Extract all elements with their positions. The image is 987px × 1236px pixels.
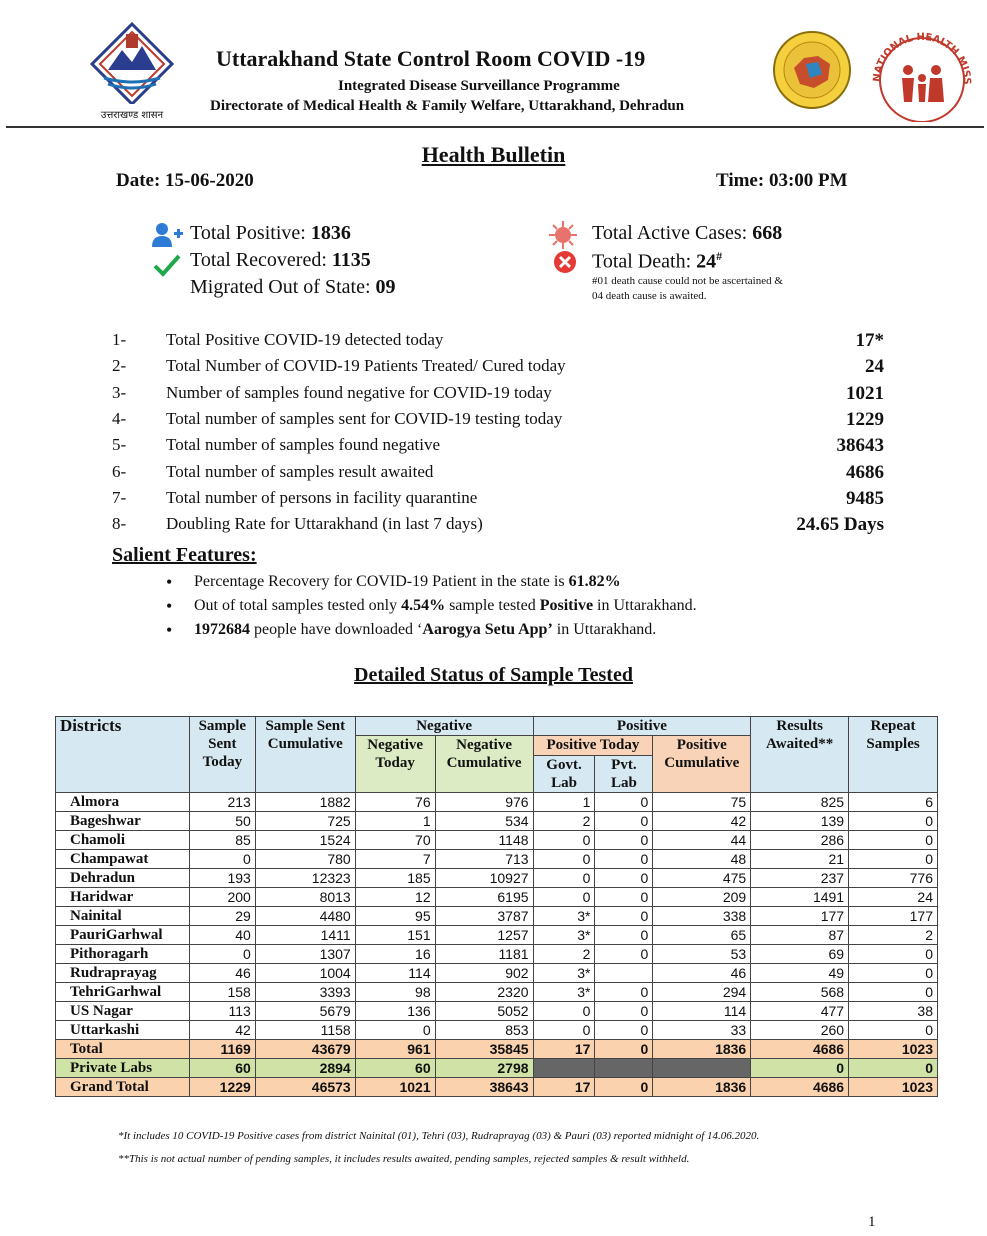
table-row [56, 793, 938, 812]
table-cell: 1169 [189, 1040, 255, 1059]
list-item [166, 570, 697, 594]
table-cell: 46 [653, 964, 751, 983]
district-name: US Nagar [56, 1002, 190, 1021]
list-item [112, 356, 884, 382]
list-item-text: Total Positive COVID-19 detected today [166, 330, 444, 349]
table-cell: 1023 [849, 1078, 938, 1097]
table-cell: 177 [751, 907, 849, 926]
list-item [112, 488, 884, 514]
list-item-number: 8- [112, 514, 127, 534]
table-cell: 338 [653, 907, 751, 926]
total-positive-value: 1836 [310, 222, 351, 244]
table-cell: 50 [189, 812, 255, 831]
table-cell: 1148 [435, 831, 533, 850]
table-cell: 1882 [255, 793, 355, 812]
col-positive-cumulative: Positive Cumulative [653, 736, 751, 793]
table-cell: 1158 [255, 1021, 355, 1040]
sample-status-table [55, 716, 938, 1097]
total-active [592, 222, 782, 245]
list-item-value: 17* [855, 330, 884, 351]
table-cell: 976 [435, 793, 533, 812]
table-cell: 1524 [255, 831, 355, 850]
death-note-line1: #01 death cause could not be ascertained & [592, 275, 783, 287]
list-item-text: Number of samples found negative for COVID-19 today [166, 382, 552, 402]
total-recovered [190, 249, 371, 272]
table-cell: 7 [355, 850, 435, 869]
b3-bold1: 1972684 [194, 621, 250, 638]
table-cell: 193 [189, 869, 255, 888]
b2-bold1: 4.54% [401, 597, 446, 614]
table-cell [595, 964, 653, 983]
migrated-value: 09 [375, 276, 396, 298]
table-cell: 0 [595, 888, 653, 907]
death-note-line2: 04 death cause is awaited. [592, 290, 707, 302]
total-death-value: 24 [696, 250, 717, 273]
header-title: Uttarakhand State Control Room COVID -19 [216, 46, 646, 71]
total-recovered-label: Total Recovered: [190, 249, 332, 271]
nhm-arc-text: NATIONAL HEALTH MISS [871, 31, 973, 85]
table-cell: 477 [751, 1002, 849, 1021]
col-sample-sent-today: Sample Sent Today [189, 717, 255, 793]
list-item-value: 9485 [846, 487, 884, 509]
table-row [56, 831, 938, 850]
table-cell: 1004 [255, 964, 355, 983]
table-cell: 69 [751, 945, 849, 964]
table-cell: 42 [189, 1021, 255, 1040]
list-item-number: 3- [112, 382, 127, 402]
table-cell: 3* [533, 907, 595, 926]
table-cell: 568 [751, 983, 849, 1002]
district-name: Nainital [56, 907, 190, 926]
salient-title: Salient Features: [112, 544, 257, 566]
table-cell: 0 [533, 1002, 595, 1021]
table-cell: 0 [849, 850, 938, 869]
list-item-number: 4- [112, 408, 127, 428]
table-cell: 0 [595, 1002, 653, 1021]
uttarakhand-govt-logo [86, 20, 178, 120]
table-cell: 2 [849, 926, 938, 945]
list-item-text: Total number of samples found negative [166, 435, 441, 455]
col-positive-today: Positive Today [533, 736, 653, 756]
col-negative: Negative [355, 717, 533, 736]
table-cell: 46573 [255, 1078, 355, 1097]
table-cell: 2320 [435, 983, 533, 1002]
table-row [56, 1059, 938, 1078]
list-item-value: 38643 [836, 435, 884, 457]
table-cell: 60 [189, 1059, 255, 1078]
list-item-value: 4686 [846, 461, 884, 483]
table-cell: 0 [849, 964, 938, 983]
table-cell: 151 [355, 926, 435, 945]
table-cell: 0 [751, 1059, 849, 1078]
table-cell: 209 [653, 888, 751, 907]
close-circle-icon [553, 250, 577, 279]
migrated-out [190, 276, 396, 299]
list-item-value: 24 [865, 356, 884, 378]
table-cell: 0 [355, 1021, 435, 1040]
table-cell: 475 [653, 869, 751, 888]
col-repeat-samples: Repeat Samples [849, 717, 938, 793]
table-cell: 961 [355, 1040, 435, 1059]
total-positive [190, 222, 351, 245]
page-number: 1 [868, 1214, 876, 1230]
table-cell: 10927 [435, 869, 533, 888]
table-cell: 136 [355, 1002, 435, 1021]
table-cell: 48 [653, 850, 751, 869]
table-cell: 0 [533, 869, 595, 888]
table-cell: 43679 [255, 1040, 355, 1059]
table-cell: 0 [189, 945, 255, 964]
table-cell: 3787 [435, 907, 533, 926]
district-name: Grand Total [56, 1078, 190, 1097]
table-cell: 2894 [255, 1059, 355, 1078]
govt-logo-caption: उत्तराखण्ड शासन [100, 110, 164, 121]
district-name: Pithoragarh [56, 945, 190, 964]
b2-text: Out of total samples tested only [194, 597, 402, 614]
total-active-label: Total Active Cases: [592, 222, 753, 244]
table-cell: 853 [435, 1021, 533, 1040]
district-name: Total [56, 1040, 190, 1059]
total-death-label: Total Death: [592, 250, 697, 273]
bulletin-time: Time: 03:00 PM [716, 170, 848, 191]
district-name: Champawat [56, 850, 190, 869]
b2-mid: sample tested [445, 597, 540, 614]
list-item [112, 383, 884, 409]
list-item [112, 330, 884, 356]
district-name: PauriGarhwal [56, 926, 190, 945]
table-cell: 158 [189, 983, 255, 1002]
total-active-value: 668 [752, 222, 783, 244]
b3-post: in Uttarakhand. [552, 621, 657, 638]
table-cell: 0 [533, 831, 595, 850]
table-cell: 1491 [751, 888, 849, 907]
header-subtitle: Integrated Disease Surveillance Programme [338, 78, 620, 94]
table-cell: 42 [653, 812, 751, 831]
table-cell: 5679 [255, 1002, 355, 1021]
list-item [112, 435, 884, 461]
b3-bold2: Aarogya Setu App’ [422, 621, 553, 638]
table-cell: 29 [189, 907, 255, 926]
table-cell: 4686 [751, 1078, 849, 1097]
table-cell: 0 [595, 983, 653, 1002]
table-cell: 24 [849, 888, 938, 907]
table-cell: 1023 [849, 1040, 938, 1059]
table-cell: 1 [533, 793, 595, 812]
table-row [56, 945, 938, 964]
col-govt-lab: Govt. Lab [533, 756, 595, 793]
table-cell: 113 [189, 1002, 255, 1021]
checkmark-icon [152, 252, 182, 283]
b1-bold: 61.82% [568, 573, 621, 590]
table-cell: 17 [533, 1040, 595, 1059]
table-cell: 2 [533, 812, 595, 831]
list-item-number: 5- [112, 435, 127, 455]
table-cell: 0 [189, 850, 255, 869]
b3-mid: people have downloaded ‘ [250, 621, 423, 638]
list-item-text: Total number of samples result awaited [166, 461, 434, 481]
table-cell: 237 [751, 869, 849, 888]
total-death [592, 249, 722, 274]
table-cell: 260 [751, 1021, 849, 1040]
table-cell: 0 [849, 945, 938, 964]
col-negative-today: Negative Today [355, 736, 435, 793]
total-recovered-value: 1135 [331, 249, 371, 271]
table-cell: 76 [355, 793, 435, 812]
col-sample-sent-cumulative: Sample Sent Cumulative [255, 717, 355, 793]
list-item [166, 594, 697, 618]
table-cell: 44 [653, 831, 751, 850]
table-cell: 0 [849, 983, 938, 1002]
table-cell: 1257 [435, 926, 533, 945]
district-name: Bageshwar [56, 812, 190, 831]
district-name: Haridwar [56, 888, 190, 907]
add-user-icon [152, 222, 184, 253]
total-positive-label: Total Positive: [190, 222, 311, 244]
table-cell: 1836 [653, 1040, 751, 1059]
salient-list [166, 570, 697, 642]
table-cell: 1 [355, 812, 435, 831]
table-cell: 0 [849, 1059, 938, 1078]
list-item [112, 409, 884, 435]
table-cell: 213 [189, 793, 255, 812]
col-results-awaited: Results Awaited** [751, 717, 849, 793]
table-cell: 0 [595, 907, 653, 926]
list-item-number: 2- [112, 356, 127, 376]
list-item [112, 462, 884, 488]
table-row [56, 926, 938, 945]
bulletin-title: Health Bulletin [421, 142, 566, 167]
table-cell: 35845 [435, 1040, 533, 1059]
table-cell: 0 [595, 850, 653, 869]
table-cell: 3* [533, 926, 595, 945]
table-cell: 95 [355, 907, 435, 926]
list-item [166, 618, 697, 642]
table-cell: 1181 [435, 945, 533, 964]
table-cell: 0 [595, 1040, 653, 1059]
table-cell: 12 [355, 888, 435, 907]
table-row [56, 850, 938, 869]
table-cell: 65 [653, 926, 751, 945]
table-cell: 3393 [255, 983, 355, 1002]
b1-text: Percentage Recovery for COVID-19 Patient in the state is [194, 573, 569, 590]
table-cell: 0 [849, 812, 938, 831]
table-cell: 177 [849, 907, 938, 926]
table-cell: 4686 [751, 1040, 849, 1059]
table-row [56, 1040, 938, 1059]
district-name: Chamoli [56, 831, 190, 850]
table-cell: 3* [533, 983, 595, 1002]
table-cell: 85 [189, 831, 255, 850]
table-cell: 8013 [255, 888, 355, 907]
table-row [56, 1078, 938, 1097]
migrated-label: Migrated Out of State: [190, 276, 376, 298]
table-cell: 46 [189, 964, 255, 983]
table-cell: 2 [533, 945, 595, 964]
table-cell: 825 [751, 793, 849, 812]
table-cell: 114 [355, 964, 435, 983]
table-row [56, 983, 938, 1002]
table-cell: 902 [435, 964, 533, 983]
table-cell: 185 [355, 869, 435, 888]
table-cell: 0 [595, 812, 653, 831]
header-directorate: Directorate of Medical Health & Family Welfare, Uttarakhand, Dehradun [210, 98, 685, 114]
idsp-logo [770, 28, 854, 117]
table-row [56, 964, 938, 983]
list-item-value: 1229 [846, 408, 884, 430]
table-cell: 6 [849, 793, 938, 812]
list-item-number: 6- [112, 461, 127, 481]
list-item-number: 1- [112, 330, 127, 349]
table-cell: 0 [595, 926, 653, 945]
table-cell: 12323 [255, 869, 355, 888]
table-cell: 49 [751, 964, 849, 983]
table-cell: 0 [533, 850, 595, 869]
col-positive: Positive [533, 717, 751, 736]
table-cell [595, 1059, 653, 1078]
list-item-text: Total Number of COVID-19 Patients Treated/ Cured today [166, 356, 566, 376]
b2-post: in Uttarakhand. [593, 597, 697, 614]
table-row [56, 869, 938, 888]
list-item-value: 1021 [846, 382, 884, 404]
table-cell: 1411 [255, 926, 355, 945]
bulletin-date: Date: 15-06-2020 [116, 170, 254, 191]
table-cell: 2798 [435, 1059, 533, 1078]
death-note [592, 274, 832, 304]
list-item [112, 514, 884, 540]
table-cell: 0 [595, 869, 653, 888]
table-cell: 139 [751, 812, 849, 831]
table-cell: 534 [435, 812, 533, 831]
footnote-1: *It includes 10 COVID-19 Positive cases from district Nainital (01), Tehri (03), Rudraprayag (03) & Pauri (03) reported midnight of 14.06.2020. [118, 1130, 760, 1142]
death-mark: # [716, 249, 723, 263]
district-name: Private Labs [56, 1059, 190, 1078]
table-cell: 38 [849, 1002, 938, 1021]
table-cell: 200 [189, 888, 255, 907]
table-cell: 40 [189, 926, 255, 945]
table-cell: 294 [653, 983, 751, 1002]
table-cell: 3* [533, 964, 595, 983]
table-cell: 1836 [653, 1078, 751, 1097]
table-cell: 70 [355, 831, 435, 850]
table-cell: 38643 [435, 1078, 533, 1097]
table-cell: 776 [849, 869, 938, 888]
table-cell: 1307 [255, 945, 355, 964]
district-name: TehriGarhwal [56, 983, 190, 1002]
list-item-text: Total number of persons in facility quarantine [166, 487, 478, 507]
header-divider [6, 126, 984, 128]
table-cell: 725 [255, 812, 355, 831]
table-cell: 53 [653, 945, 751, 964]
table-cell [533, 1059, 595, 1078]
district-name: Dehradun [56, 869, 190, 888]
table-cell: 0 [595, 1021, 653, 1040]
list-item-number: 7- [112, 487, 127, 507]
table-cell: 1021 [355, 1078, 435, 1097]
detail-table-title: Detailed Status of Sample Tested [354, 664, 633, 686]
footnote-2: **This is not actual number of pending samples, it includes results awaited, pending samples, rejected samples & result withheld. [118, 1153, 690, 1165]
list-item-text: Doubling Rate for Uttarakhand (in last 7 days) [166, 514, 483, 534]
table-row [56, 812, 938, 831]
table-cell: 16 [355, 945, 435, 964]
table-cell: 114 [653, 1002, 751, 1021]
table-row [56, 907, 938, 926]
table-row [56, 1002, 938, 1021]
nhm-logo [868, 22, 976, 127]
table-cell: 0 [533, 888, 595, 907]
table-cell: 780 [255, 850, 355, 869]
table-cell: 60 [355, 1059, 435, 1078]
table-cell: 21 [751, 850, 849, 869]
table-cell [653, 1059, 751, 1078]
table-cell: 4480 [255, 907, 355, 926]
col-negative-cumulative: Negative Cumulative [435, 736, 533, 793]
table-cell: 0 [533, 1021, 595, 1040]
table-cell: 286 [751, 831, 849, 850]
list-item-text: Total number of samples sent for COVID-19 testing today [166, 408, 563, 428]
table-cell: 0 [849, 831, 938, 850]
col-pvt-lab: Pvt. Lab [595, 756, 653, 793]
table-cell: 17 [533, 1078, 595, 1097]
table-row [56, 1021, 938, 1040]
table-cell: 1229 [189, 1078, 255, 1097]
col-districts: Districts [56, 717, 190, 793]
table-cell: 75 [653, 793, 751, 812]
table-cell: 33 [653, 1021, 751, 1040]
table-cell: 0 [595, 793, 653, 812]
table-cell: 0 [595, 1078, 653, 1097]
district-name: Uttarkashi [56, 1021, 190, 1040]
table-cell: 98 [355, 983, 435, 1002]
district-name: Almora [56, 793, 190, 812]
table-cell: 87 [751, 926, 849, 945]
table-row [56, 888, 938, 907]
table-cell: 0 [595, 831, 653, 850]
district-name: Rudraprayag [56, 964, 190, 983]
table-cell: 0 [849, 1021, 938, 1040]
table-cell: 0 [595, 945, 653, 964]
list-item-value: 24.65 Days [796, 514, 884, 536]
table-cell: 5052 [435, 1002, 533, 1021]
table-cell: 713 [435, 850, 533, 869]
table-cell: 6195 [435, 888, 533, 907]
b2-bold2: Positive [539, 597, 594, 614]
